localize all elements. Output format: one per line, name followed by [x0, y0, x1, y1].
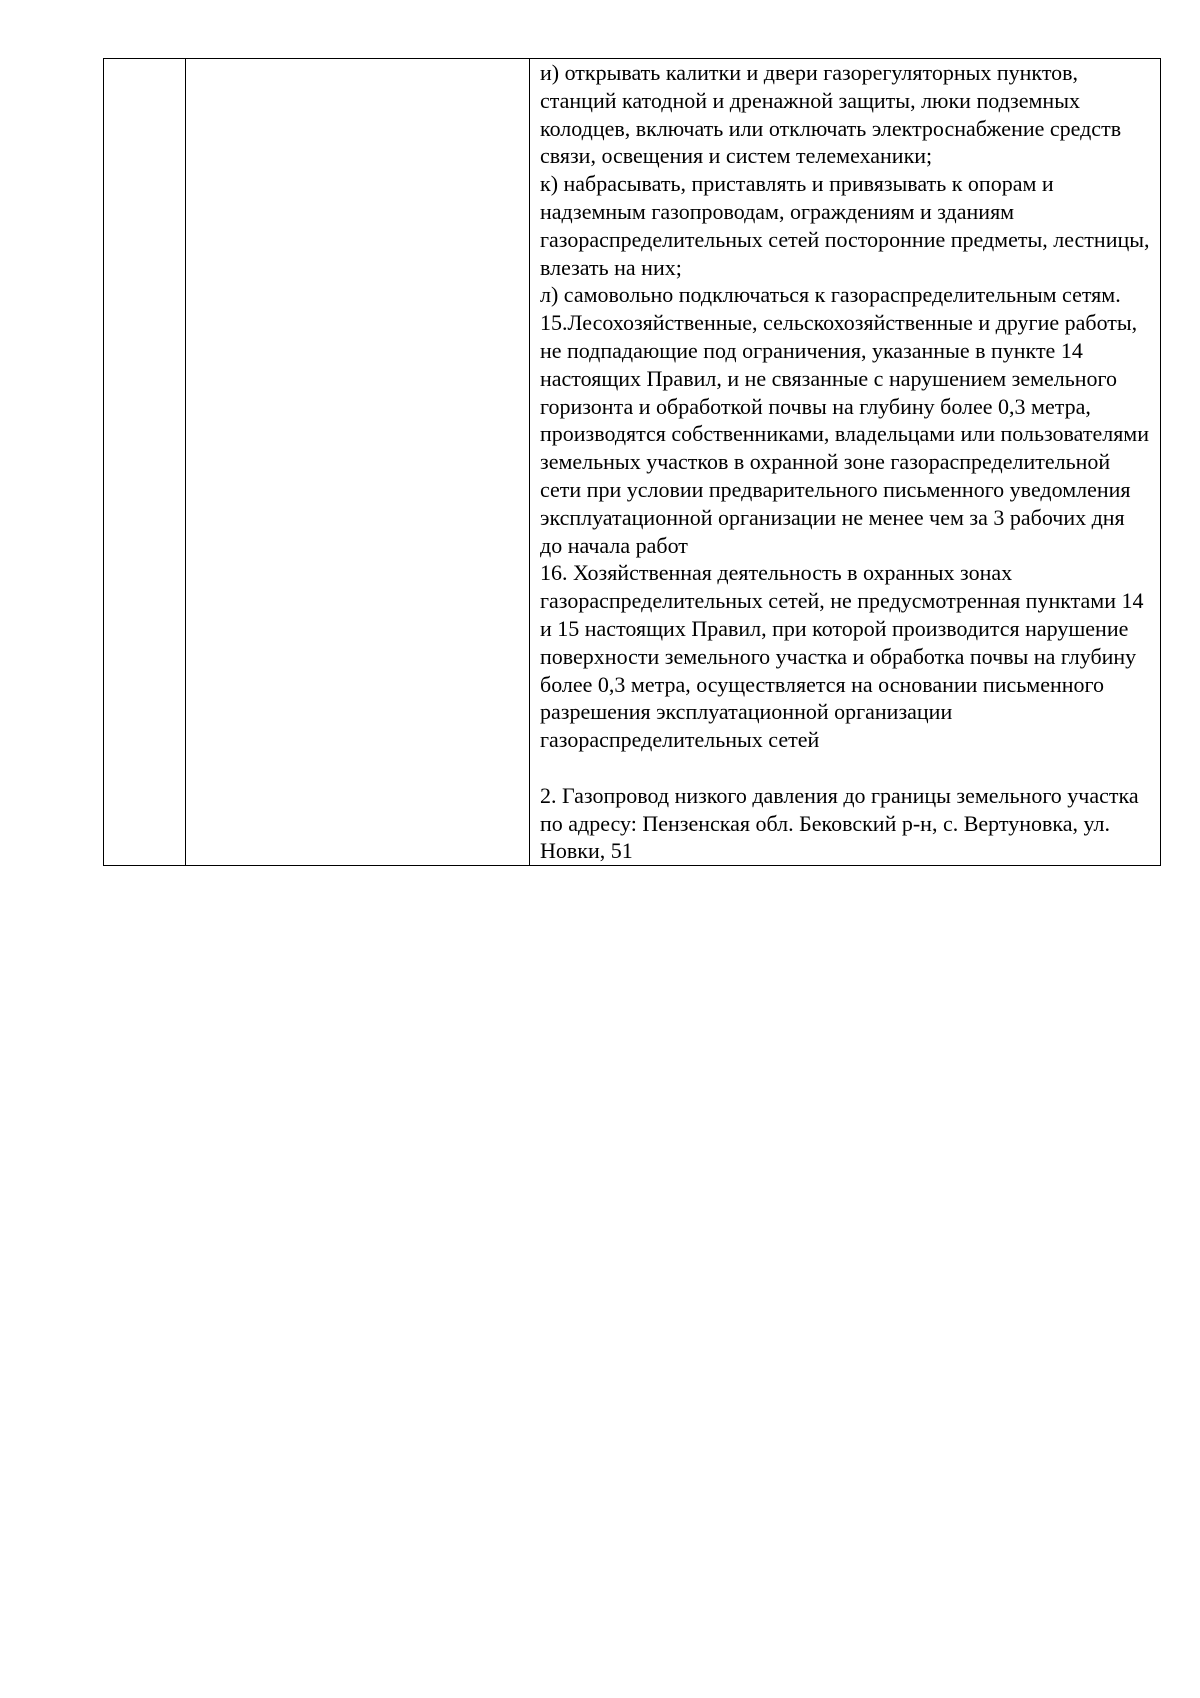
paragraph-item-l: л) самовольно подключаться к газораспределительным сетям.	[540, 282, 1121, 308]
paragraph-gas-pipeline-address: 2. Газопровод низкого давления до границы земельного участка по адресу: Пензенская обл. Бековский р-н, с. Вертуновка, ул. Новки, 51	[540, 782, 1139, 864]
paragraph-spacer	[540, 754, 1152, 782]
table-cell-name	[186, 59, 530, 866]
paragraph-item-i: и) открывать калитки и двери газорегуляторных пунктов, станций катодной и дренажной защиты, люки подземных колодцев, включать или отключать электроснабжение средств связи, освещения и систем телемеханики;	[540, 60, 1122, 169]
paragraph-item-k: к) набрасывать, приставлять и привязывать к опорам и надземным газопроводам, ограждениям и зданиям газораспределительных сетей посторонние предметы, лестницы, влезать на них;	[540, 171, 1150, 280]
paragraph-clause-15: 15.Лесохозяйственные, сельскохозяйственные и другие работы, не подпадающие под ограничения, указанные в пункте 14 настоящих Правил, и не связанные с нарушением земельного горизонта и обработкой почвы на глубину более 0,3 метра, производятся собственниками, владельцами или пользователями земельных участков в охранной зоне газораспределительной сети при условии предварительного письменного уведомления эксплуатационной организации не менее чем за 3 рабочих дня до начала работ	[540, 310, 1150, 558]
paragraph-clause-16: 16. Хозяйственная деятельность в охранных зонах газораспределительных сетей, не предусмотренная пунктами 14 и 15 настоящих Правил, при которой производится нарушение поверхности земельного участка и обработка почвы на глубину более 0,3 метра, осуществляется на основании письменного разрешения эксплуатационной организации газораспределительных сетей	[540, 560, 1144, 753]
document-table	[103, 58, 1161, 866]
table-row	[104, 59, 1161, 866]
table-cell-number	[104, 59, 186, 866]
table-cell-text	[530, 59, 1161, 866]
